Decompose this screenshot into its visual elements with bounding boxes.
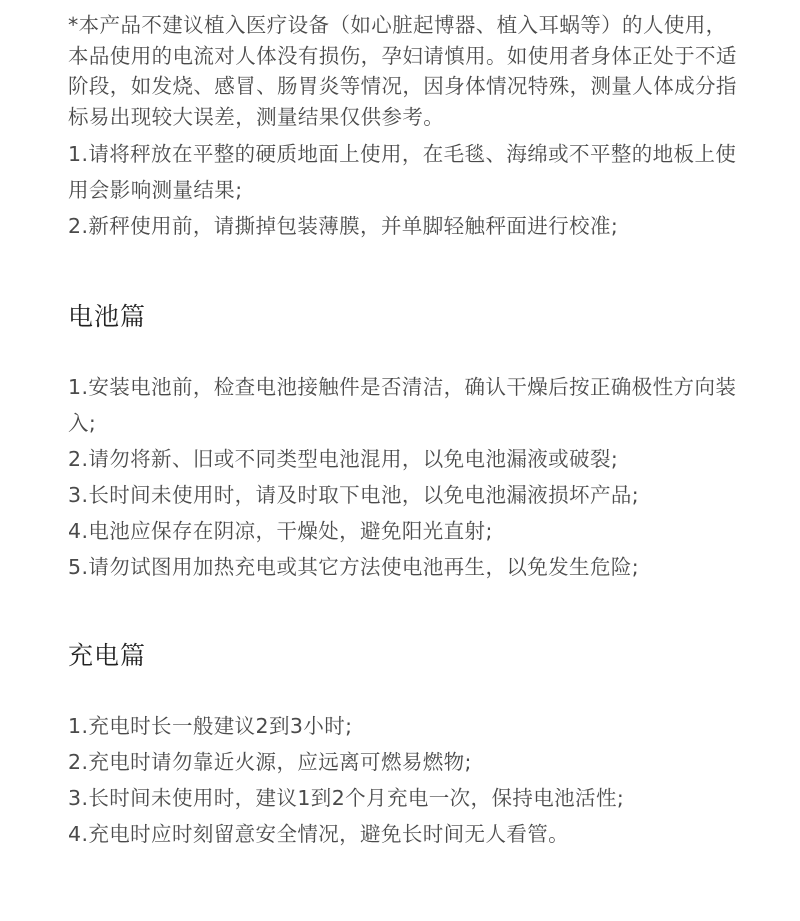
battery-item: 5.请勿试图用加热充电或其它方法使电池再生，以免发生危险; bbox=[68, 555, 640, 579]
battery-item: 1.安装电池前，检查电池接触件是否清洁，确认干燥后按正确极性方向装入; bbox=[68, 375, 737, 435]
battery-item: 2.请勿将新、旧或不同类型电池混用，以免电池漏液或破裂; bbox=[68, 447, 619, 471]
instruction-page bbox=[68, 10, 738, 852]
usage-item: 2.新秤使用前，请撕掉包装薄膜，并单脚轻触秤面进行校准; bbox=[68, 214, 619, 238]
battery-list bbox=[68, 369, 738, 585]
charging-item: 3.长时间未使用时，建议1到2个月充电一次，保持电池活性; bbox=[68, 786, 625, 810]
battery-item: 4.电池应保存在阴凉，干燥处，避免阳光直射; bbox=[68, 519, 493, 543]
health-notice: *本产品不建议植入医疗设备（如心脏起博器、植入耳蜗等）的人使用，本品使用的电流对人体没有损伤，孕妇请慎用。如使用者身体正处于不适阶段，如发烧、感冒、肠胃炎等情况，因身体情况特殊，测量人体成分指标易出现较大误差，测量结果仅供参考。 bbox=[68, 13, 737, 129]
usage-item: 1.请将秤放在平整的硬质地面上使用，在毛毯、海绵或不平整的地板上使用会影响测量结果; bbox=[68, 142, 737, 202]
battery-item: 3.长时间未使用时，请及时取下电池，以免电池漏液损坏产品; bbox=[68, 483, 640, 507]
charging-section-title: 充电篇 bbox=[68, 641, 147, 670]
usage-list bbox=[68, 136, 738, 244]
charging-item: 1.充电时长一般建议2到3小时; bbox=[68, 714, 353, 738]
charging-list bbox=[68, 708, 738, 852]
charging-item: 2.充电时请勿靠近火源，应远离可燃易燃物; bbox=[68, 750, 472, 774]
battery-section-title: 电池篇 bbox=[68, 302, 147, 331]
charging-item: 4.充电时应时刻留意安全情况，避免长时间无人看管。 bbox=[68, 822, 570, 846]
